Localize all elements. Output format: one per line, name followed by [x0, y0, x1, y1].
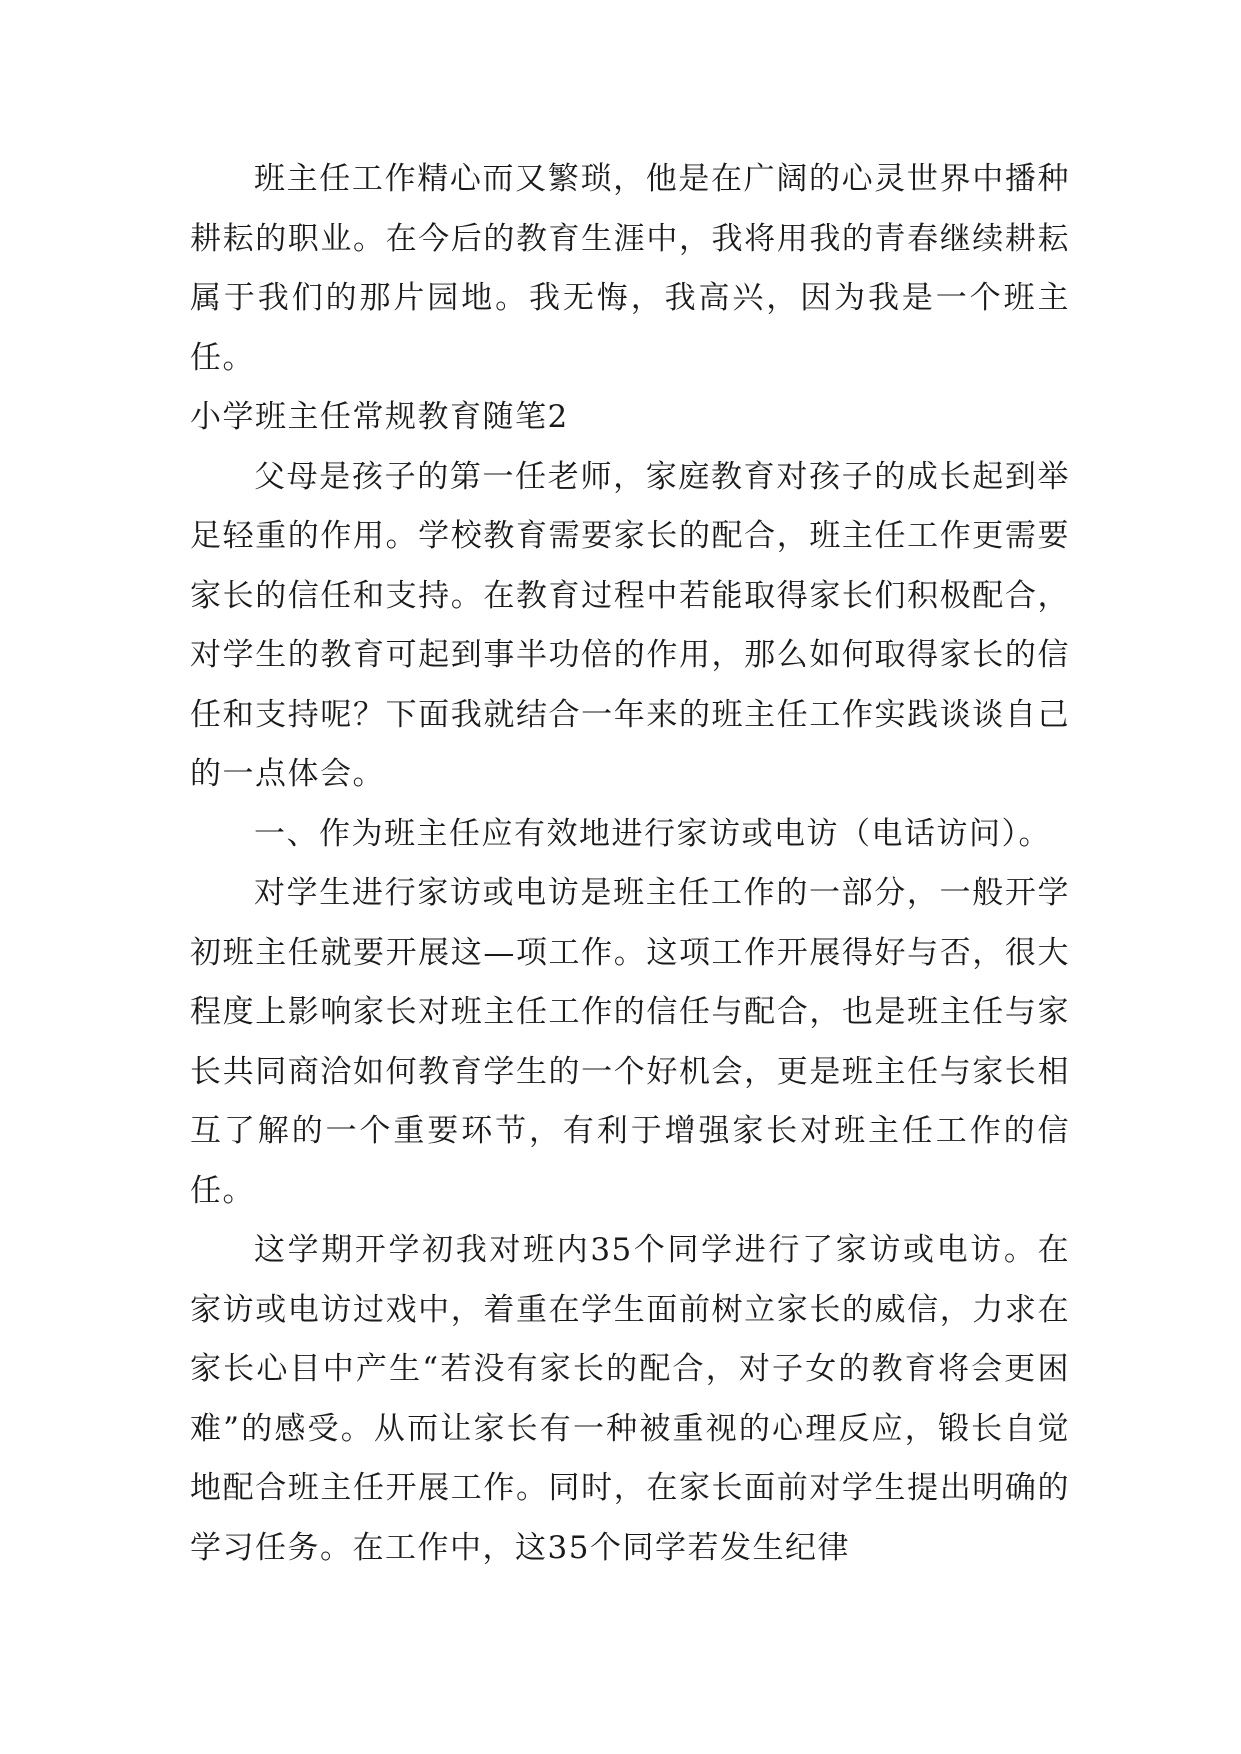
- paragraph-semester-practice: 这学期开学初我对班内35个同学进行了家访或电访。在家访或电访过戏中，着重在学生面前树立家长的威信，力求在家长心目中产生“若没有家长的配合，对子女的教育将会更困难”的感受。从而让家长有一种被重视的心理反应，锻长自觉地配合班主任开展工作。同时，在家长面前对学生提出明确的学习任务。在工作中，这35个同学若发生纪律: [190, 1232, 1070, 1566]
- paragraph-closing-reflection: 班主任工作精心而又繁琐，他是在广阔的心灵世界中播种耕耘的职业。在今后的教育生涯中，我将用我的青春继续耕耘属于我们的那片园地。我无悔，我高兴，因为我是一个班主任。: [190, 161, 1070, 376]
- paragraph-intro: 父母是孩子的第一任老师，家庭教育对孩子的成长起到举足轻重的作用。学校教育需要家长的配合，班主任工作更需要家长的信任和支持。在教育过程中若能取得家长们积极配合，对学生的教育可起到事半功倍的作用，那么如何取得家长的信任和支持呢？下面我就结合一年来的班主任工作实践谈谈自己的一点体会。: [190, 458, 1070, 792]
- paragraph-home-visit: 对学生进行家访或电访是班主任工作的一部分，一般开学初班主任就要开展这—项工作。这项工作开展得好与否，很大程度上影响家长对班主任工作的信任与配合，也是班主任与家长共同商洽如何教育学生的一个好机会，更是班主任与家长相互了解的一个重要环节，有利于增强家长对班主任工作的信任。: [190, 875, 1070, 1209]
- section-heading: 小学班主任常规教育随笔2: [190, 399, 569, 435]
- paragraph-point-one: 一、作为班主任应有效地进行家访或电访（电话访问）。: [254, 815, 1051, 852]
- document-body: [190, 150, 1070, 1578]
